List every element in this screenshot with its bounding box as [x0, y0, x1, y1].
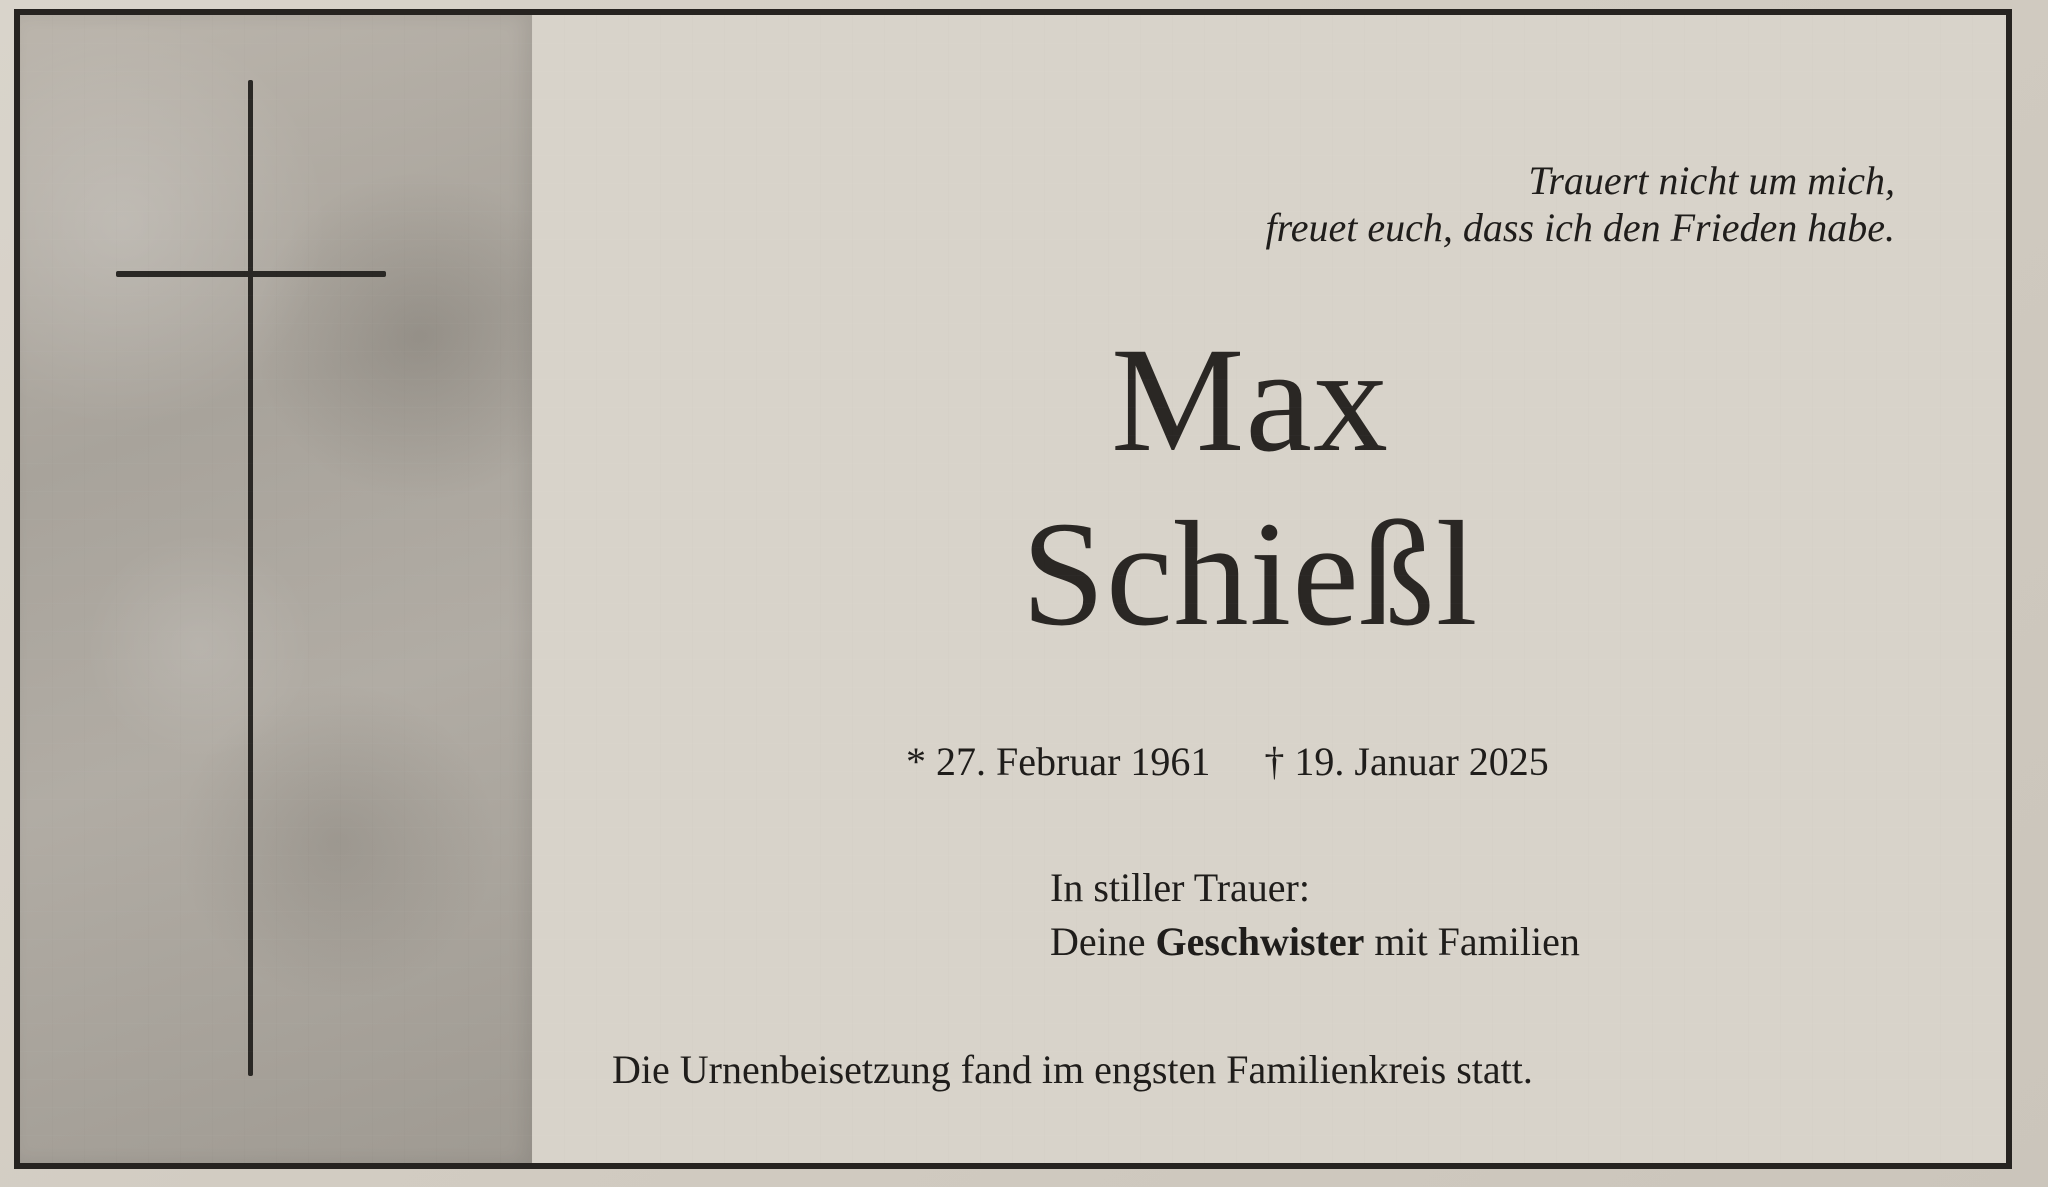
- last-name: Schießl: [1021, 491, 1479, 657]
- cross-beam: [116, 271, 386, 277]
- quote-line-1: Trauert nicht um mich,: [1528, 158, 1895, 203]
- obituary-notice: [14, 9, 2012, 1169]
- burial-note: Die Urnenbeisetzung fand im engsten Familienkreis statt.: [612, 1047, 1533, 1092]
- quote-block: [1020, 157, 1895, 251]
- first-name: Max: [1111, 317, 1389, 483]
- quote-line-2: freuet euch, dass ich den Frieden habe.: [1265, 205, 1895, 250]
- mourning-suffix: mit Familien: [1374, 919, 1580, 964]
- mourning-family-line: [1050, 915, 1750, 969]
- life-dates: [906, 737, 1626, 787]
- cross-icon: [248, 80, 253, 1076]
- death-date: † 19. Januar 2025: [1264, 739, 1549, 784]
- deceased-name: [860, 313, 1640, 661]
- mourning-family: Geschwister: [1155, 919, 1365, 964]
- mourning-block: [1050, 861, 1750, 969]
- textured-photo-panel: [20, 15, 532, 1163]
- birth-date: * 27. Februar 1961: [906, 739, 1211, 784]
- mourning-intro: In stiller Trauer:: [1050, 865, 1310, 910]
- mourning-prefix: Deine: [1050, 919, 1146, 964]
